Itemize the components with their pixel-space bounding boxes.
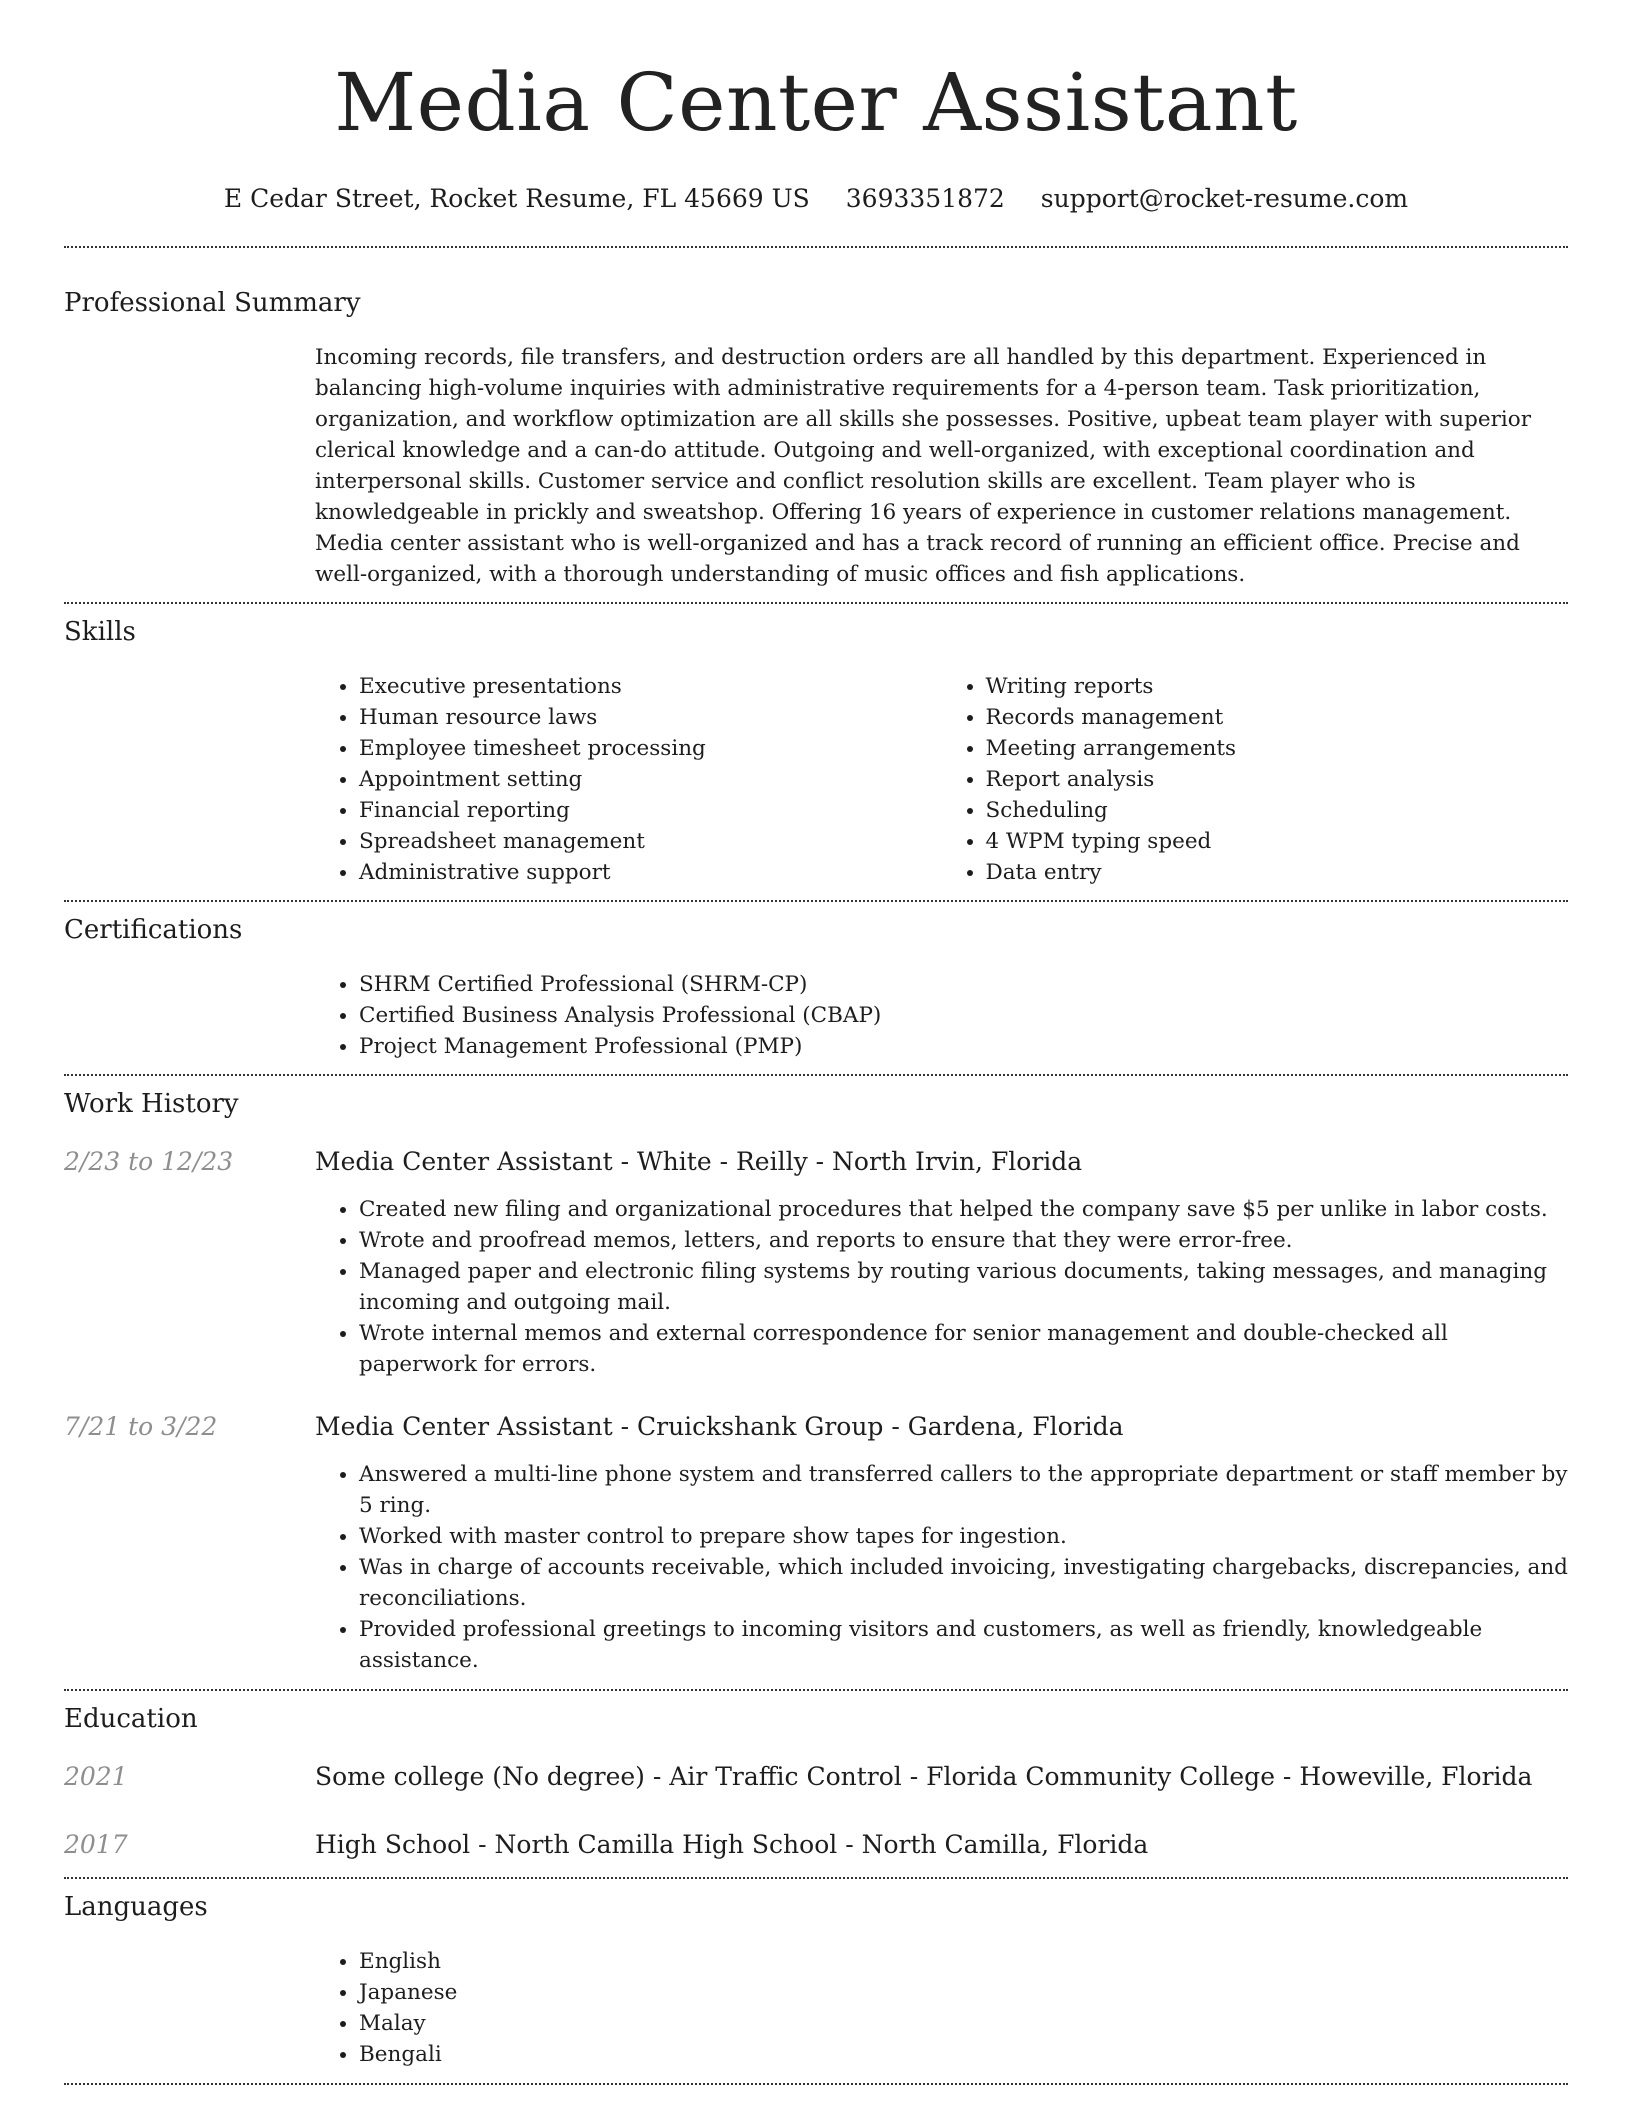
languages-list — [315, 1946, 1568, 2070]
education-year: 2017 — [64, 1830, 128, 1859]
skill-item: • Financial reporting — [359, 795, 942, 826]
skill-item: • Human resource laws — [359, 702, 942, 733]
job-bullet: • Provided professional greetings to incoming visitors and customers, as well as friendly, knowledgeable assistance. — [359, 1614, 1568, 1676]
skills-heading: Skills — [64, 617, 136, 647]
job-bullet: • Created new filing and organizational procedures that helped the company save $5 per unlike in labor costs. — [359, 1194, 1568, 1225]
language-item: • Malay — [359, 2008, 1568, 2039]
education-title: Some college (No degree) - Air Traffic Control - Florida Community College - Howeville, Florida — [315, 1762, 1533, 1791]
skill-item: • Writing reports — [986, 671, 1569, 702]
skill-item: • Records management — [986, 702, 1569, 733]
contact-line — [64, 181, 1568, 217]
education-title: High School - North Camilla High School - North Camilla, Florida — [315, 1830, 1149, 1859]
job-bullet: • Was in charge of accounts receivable, which included invoicing, investigating chargebacks, discrepancies, and reconciliations. — [359, 1552, 1568, 1614]
job-bullets — [315, 1194, 1568, 1380]
language-item: • English — [359, 1946, 1568, 1977]
job-title: Media Center Assistant - White - Reilly - North Irvin, Florida — [315, 1147, 1083, 1176]
summary-heading: Professional Summary — [64, 288, 361, 318]
skill-item: • Scheduling — [986, 795, 1569, 826]
job-entry — [64, 1145, 1568, 1380]
job-bullet: • Answered a multi-line phone system and transferred callers to the appropriate department or staff member by 5 ring. — [359, 1459, 1568, 1521]
job-dates: 7/21 to 3/22 — [64, 1412, 218, 1441]
certifications-section — [64, 902, 1568, 1074]
skills-list-left — [315, 671, 942, 888]
section-divider — [64, 2083, 1568, 2085]
skill-item: • Employee timesheet processing — [359, 733, 942, 764]
contact-address: E Cedar Street, Rocket Resume, FL 45669 US — [223, 184, 810, 213]
skill-item: • Administrative support — [359, 857, 942, 888]
skills-list-right — [942, 671, 1569, 888]
job-bullet: • Wrote internal memos and external correspondence for senior management and double-checked all paperwork for errors. — [359, 1318, 1568, 1380]
languages-heading: Languages — [64, 1892, 208, 1922]
skill-item: • Executive presentations — [359, 671, 942, 702]
skill-item: • Report analysis — [986, 764, 1569, 795]
certification-item: • SHRM Certified Professional (SHRM-CP) — [359, 969, 1568, 1000]
education-entry — [64, 1828, 1568, 1877]
education-heading: Education — [64, 1704, 198, 1734]
summary-text: Incoming records, file transfers, and destruction orders are all handled by this department. Experienced in balancing high-volume inquiries with administrative requirements for a 4-person team. Task prioritization, organization, and workflow optimization are all skills she possesses. Positive, upbeat team player with superior clerical knowledge and a can-do attitude. Outgoing and well-organized, with exceptional coordination and interpersonal skills. Customer service and conflict resolution skills are excellent. Team player who is knowledgeable in prickly and sweatshop. Offering 16 years of experience in customer relations management. Media center assistant who is well-organized and has a track record of running an efficient office. Precise and well-organized, with a thorough understanding of music offices and fish applications. — [315, 345, 1531, 587]
job-bullets — [315, 1459, 1568, 1676]
work-history-section — [64, 1076, 1568, 1689]
skills-section — [64, 604, 1568, 900]
language-item: • Japanese — [359, 1977, 1568, 2008]
languages-section — [64, 1879, 1568, 2083]
job-entry — [64, 1410, 1568, 1689]
skill-item: • Meeting arrangements — [986, 733, 1569, 764]
education-year: 2021 — [64, 1762, 128, 1791]
summary-section — [64, 248, 1568, 602]
job-bullet: • Wrote and proofread memos, letters, and reports to ensure that they were error-free. — [359, 1225, 1568, 1256]
language-item: • Bengali — [359, 2039, 1568, 2070]
job-dates: 2/23 to 12/23 — [64, 1147, 234, 1176]
education-section — [64, 1691, 1568, 1877]
certification-item: • Project Management Professional (PMP) — [359, 1031, 1568, 1062]
contact-phone: 3693351872 — [845, 184, 1005, 213]
resume-name: Media Center Assistant — [334, 56, 1298, 149]
skill-item: • Data entry — [986, 857, 1569, 888]
job-bullet: • Managed paper and electronic filing systems by routing various documents, taking messages, and managing incoming and outgoing mail. — [359, 1256, 1568, 1318]
job-title: Media Center Assistant - Cruickshank Group - Gardena, Florida — [315, 1412, 1124, 1441]
certifications-heading: Certifications — [64, 915, 243, 945]
contact-email: support@rocket-resume.com — [1040, 184, 1409, 213]
skill-item: • Spreadsheet management — [359, 826, 942, 857]
education-entry — [64, 1760, 1568, 1794]
skill-item: • Appointment setting — [359, 764, 942, 795]
work-history-heading: Work History — [64, 1089, 239, 1119]
job-bullet: • Worked with master control to prepare show tapes for ingestion. — [359, 1521, 1568, 1552]
certifications-list — [315, 969, 1568, 1062]
skill-item: • 4 WPM typing speed — [986, 826, 1569, 857]
certification-item: • Certified Business Analysis Professional (CBAP) — [359, 1000, 1568, 1031]
